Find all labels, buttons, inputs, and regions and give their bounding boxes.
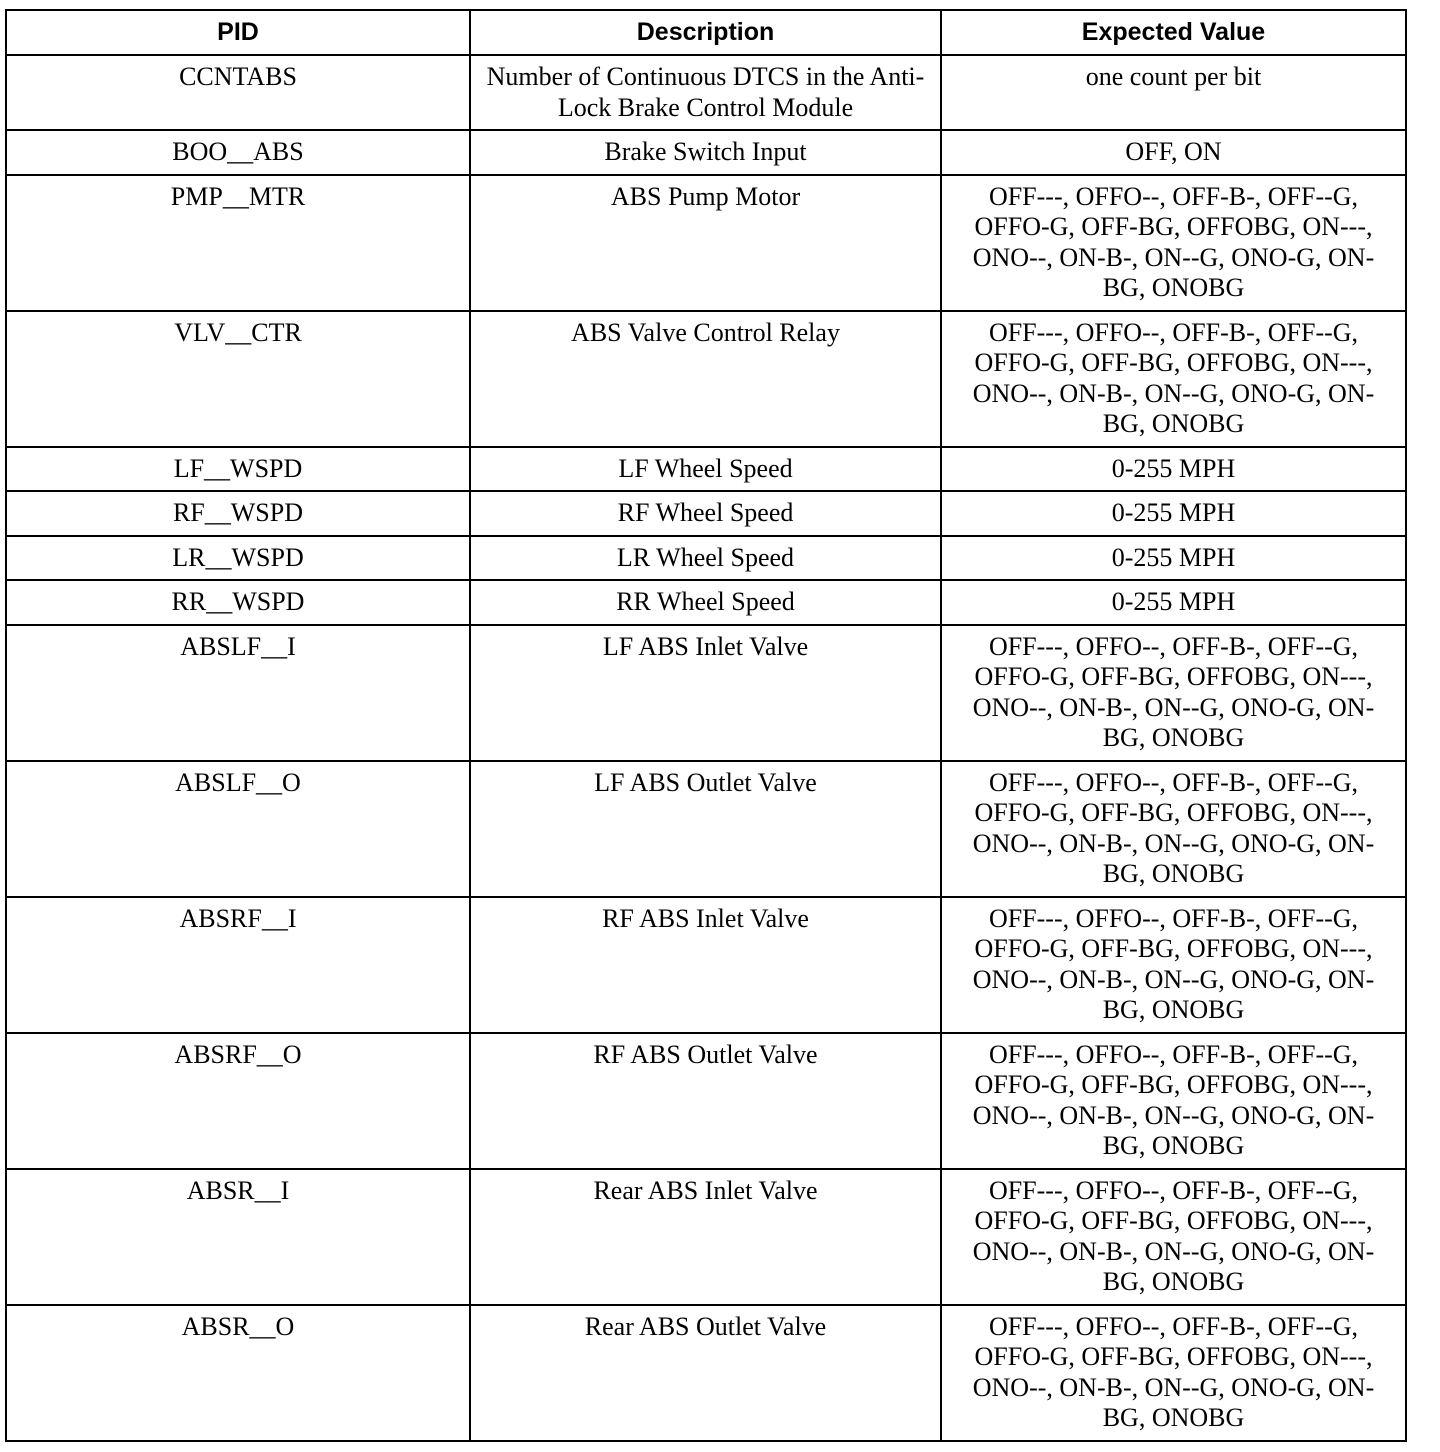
pid-table (5, 9, 1407, 1442)
table-row (6, 580, 1406, 625)
table-body (6, 55, 1406, 1441)
cell-expected-value: OFF---, OFFO--, OFF-B-, OFF--G, OFFO-G, OFF-BG, OFFOBG, ON---, ONO--, ON-B-, ON--G, ONO-G, ON-BG, ONOBG (941, 1169, 1406, 1305)
cell-pid: ABSRF__O (6, 1033, 470, 1169)
cell-pid: ABSLF__O (6, 761, 470, 897)
cell-pid: CCNTABS (6, 55, 470, 130)
table-row (6, 1169, 1406, 1305)
table-row (6, 130, 1406, 175)
cell-expected-value: OFF---, OFFO--, OFF-B-, OFF--G, OFFO-G, OFF-BG, OFFOBG, ON---, ONO--, ON-B-, ON--G, ONO-G, ON-BG, ONOBG (941, 761, 1406, 897)
cell-expected-value: OFF, ON (941, 130, 1406, 175)
cell-description: Rear ABS Outlet Valve (470, 1305, 941, 1441)
cell-expected-value: OFF---, OFFO--, OFF-B-, OFF--G, OFFO-G, OFF-BG, OFFOBG, ON---, ONO--, ON-B-, ON--G, ONO-G, ON-BG, ONOBG (941, 1033, 1406, 1169)
header-pid: PID (6, 10, 470, 55)
table-row (6, 55, 1406, 130)
cell-description: LF ABS Outlet Valve (470, 761, 941, 897)
cell-expected-value: OFF---, OFFO--, OFF-B-, OFF--G, OFFO-G, OFF-BG, OFFOBG, ON---, ONO--, ON-B-, ON--G, ONO-G, ON-BG, ONOBG (941, 311, 1406, 447)
cell-description: LR Wheel Speed (470, 536, 941, 581)
cell-description: RF ABS Inlet Valve (470, 897, 941, 1033)
table-row (6, 1033, 1406, 1169)
cell-expected-value: 0-255 MPH (941, 580, 1406, 625)
table-row (6, 175, 1406, 311)
cell-pid: BOO__ABS (6, 130, 470, 175)
cell-pid: LF__WSPD (6, 447, 470, 492)
cell-expected-value: OFF---, OFFO--, OFF-B-, OFF--G, OFFO-G, OFF-BG, OFFOBG, ON---, ONO--, ON-B-, ON--G, ONO-G, ON-BG, ONOBG (941, 897, 1406, 1033)
cell-pid: ABSR__I (6, 1169, 470, 1305)
cell-pid: ABSR__O (6, 1305, 470, 1441)
cell-description: LF ABS Inlet Valve (470, 625, 941, 761)
cell-expected-value: 0-255 MPH (941, 536, 1406, 581)
cell-pid: ABSRF__I (6, 897, 470, 1033)
cell-description: Brake Switch Input (470, 130, 941, 175)
cell-expected-value: 0-255 MPH (941, 491, 1406, 536)
table-row (6, 761, 1406, 897)
cell-description: Number of Continuous DTCS in the Anti-Lock Brake Control Module (470, 55, 941, 130)
table-row (6, 447, 1406, 492)
cell-description: ABS Valve Control Relay (470, 311, 941, 447)
table-row (6, 311, 1406, 447)
cell-expected-value: one count per bit (941, 55, 1406, 130)
cell-description: LF Wheel Speed (470, 447, 941, 492)
cell-pid: RR__WSPD (6, 580, 470, 625)
cell-pid: PMP__MTR (6, 175, 470, 311)
table-header-row (6, 10, 1406, 55)
cell-expected-value: OFF---, OFFO--, OFF-B-, OFF--G, OFFO-G, OFF-BG, OFFOBG, ON---, ONO--, ON-B-, ON--G, ONO-G, ON-BG, ONOBG (941, 625, 1406, 761)
cell-pid: ABSLF__I (6, 625, 470, 761)
table-row (6, 1305, 1406, 1441)
cell-description: RF ABS Outlet Valve (470, 1033, 941, 1169)
cell-pid: RF__WSPD (6, 491, 470, 536)
header-expected-value: Expected Value (941, 10, 1406, 55)
cell-pid: VLV__CTR (6, 311, 470, 447)
table-row (6, 491, 1406, 536)
document-page (5, 9, 1405, 1442)
cell-expected-value: OFF---, OFFO--, OFF-B-, OFF--G, OFFO-G, OFF-BG, OFFOBG, ON---, ONO--, ON-B-, ON--G, ONO-G, ON-BG, ONOBG (941, 175, 1406, 311)
table-row (6, 625, 1406, 761)
table-row (6, 536, 1406, 581)
cell-expected-value: 0-255 MPH (941, 447, 1406, 492)
table-row (6, 897, 1406, 1033)
cell-description: ABS Pump Motor (470, 175, 941, 311)
cell-description: RR Wheel Speed (470, 580, 941, 625)
cell-description: RF Wheel Speed (470, 491, 941, 536)
cell-pid: LR__WSPD (6, 536, 470, 581)
cell-expected-value: OFF---, OFFO--, OFF-B-, OFF--G, OFFO-G, OFF-BG, OFFOBG, ON---, ONO--, ON-B-, ON--G, ONO-G, ON-BG, ONOBG (941, 1305, 1406, 1441)
cell-description: Rear ABS Inlet Valve (470, 1169, 941, 1305)
header-description: Description (470, 10, 941, 55)
